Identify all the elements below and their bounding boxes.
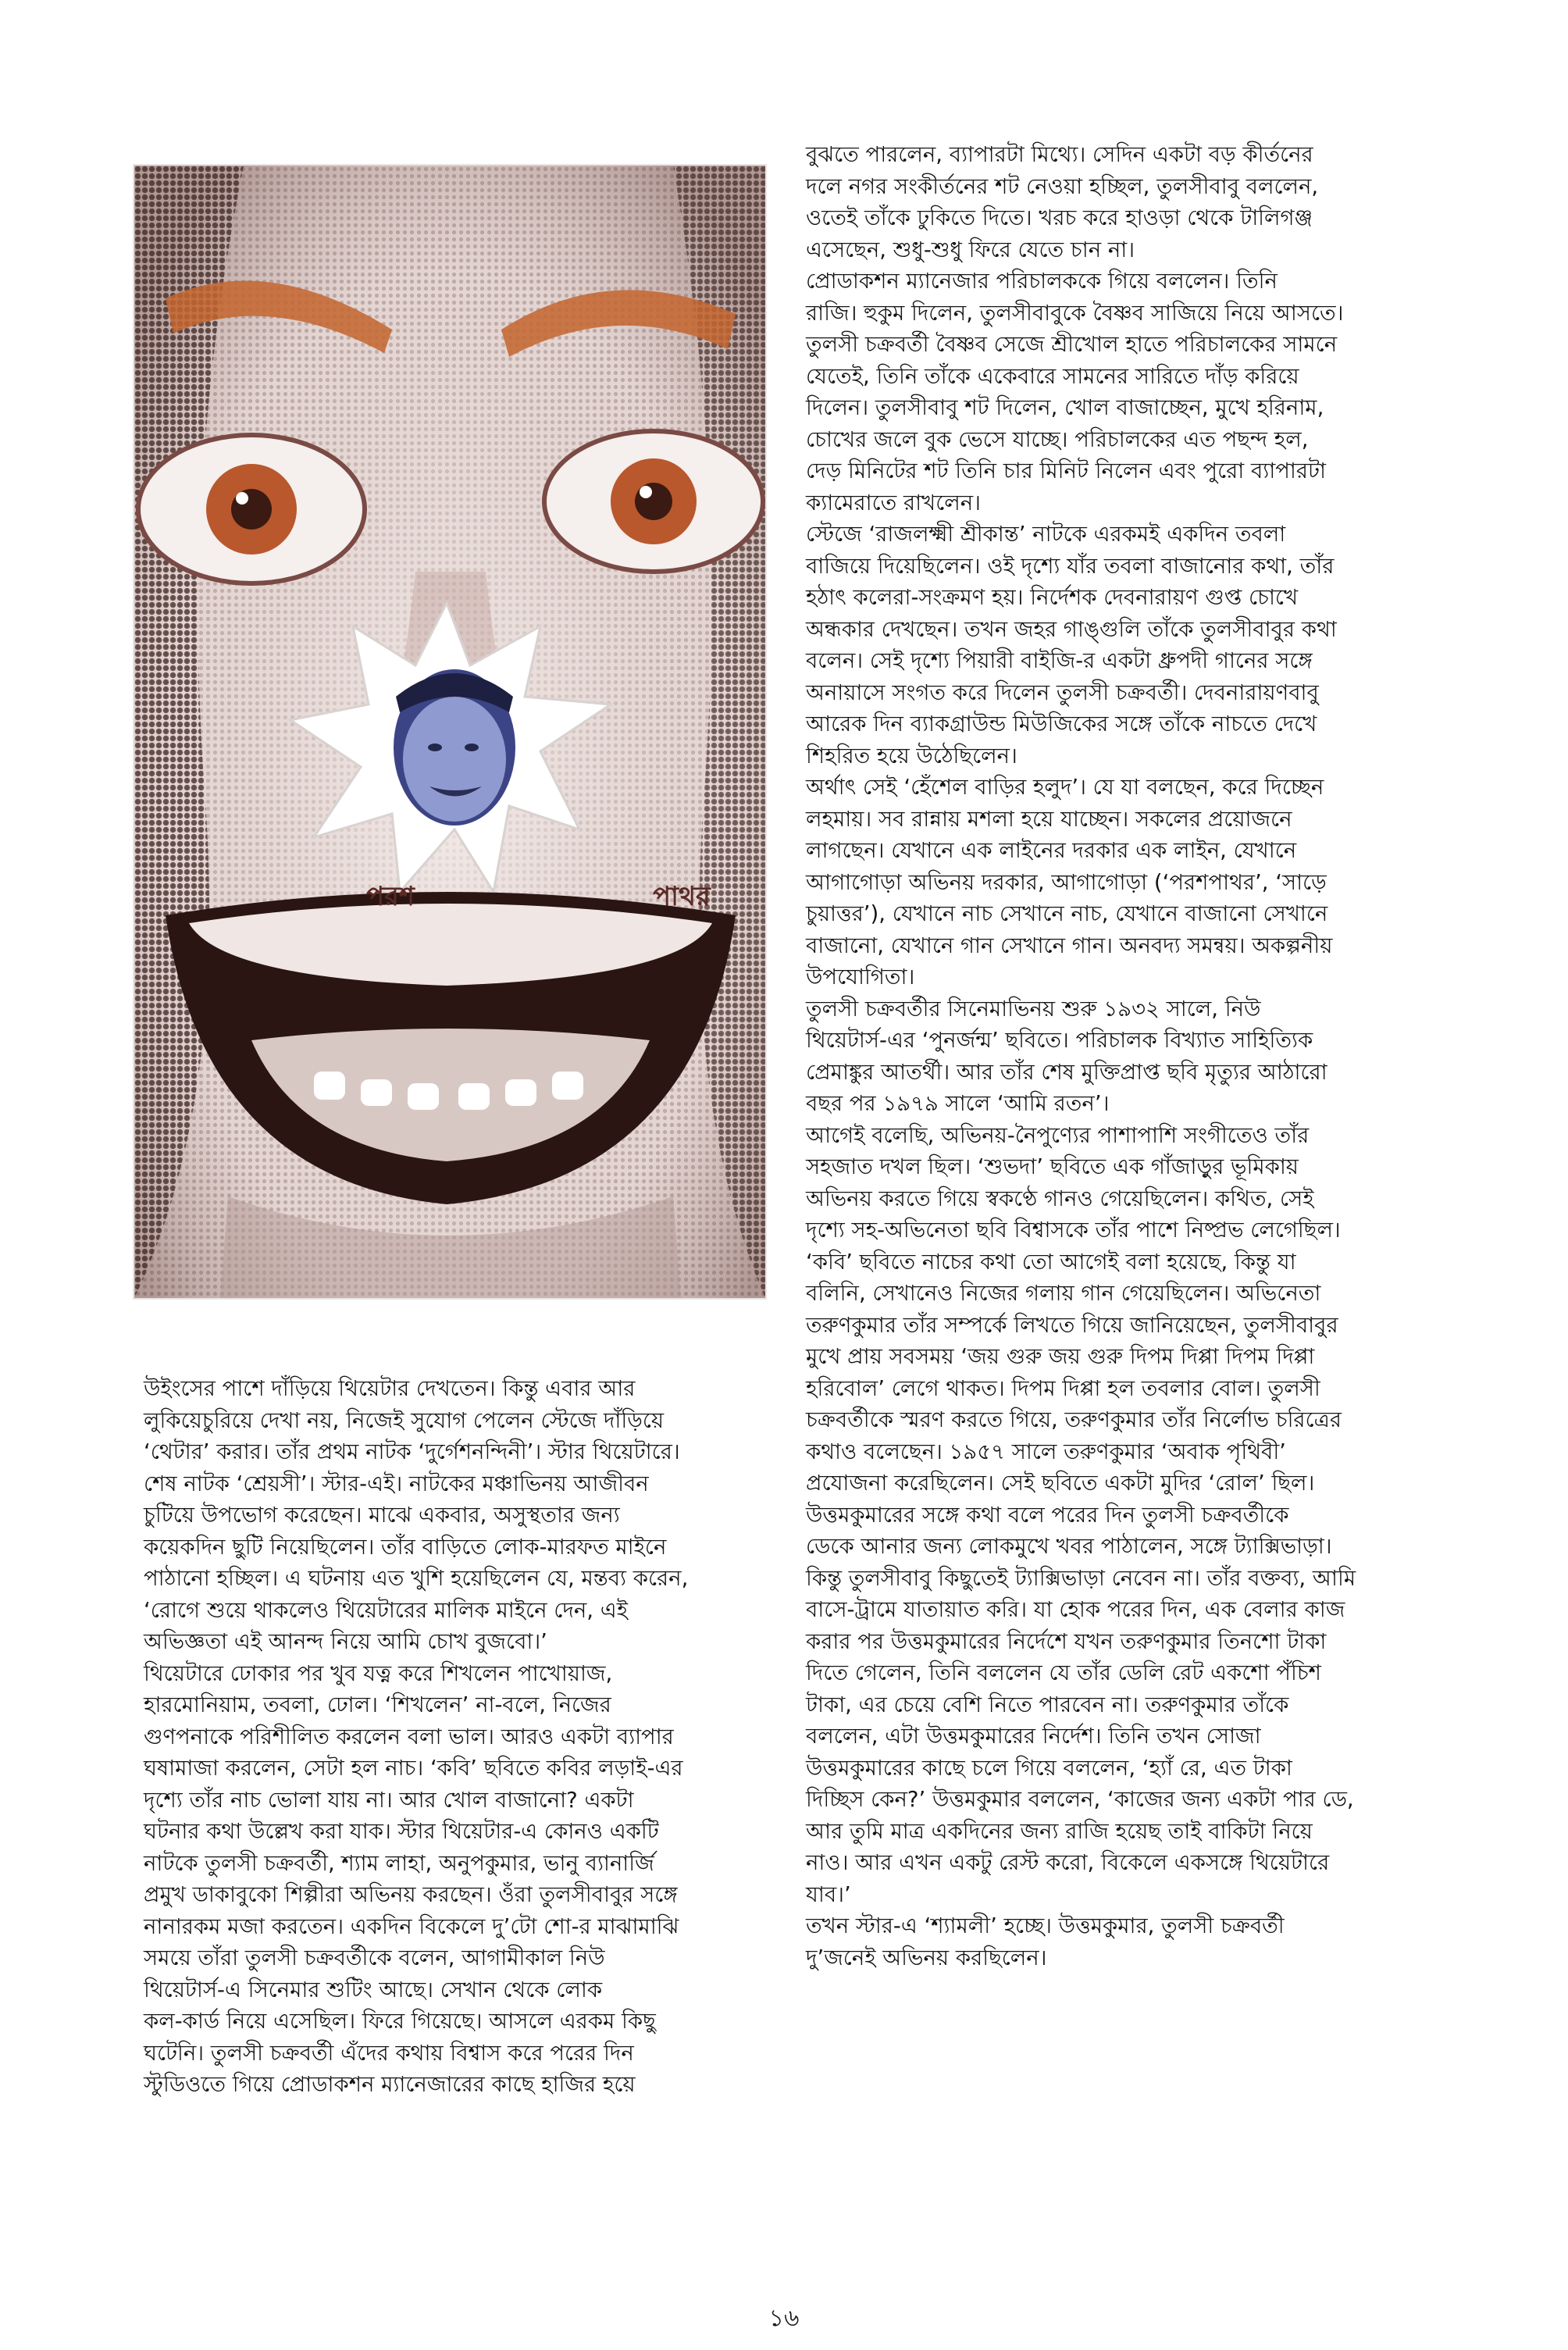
text-line: হারমোনিয়াম, তবলা, ঢোল। ‘শিখলেন’ না-বলে, নিজের [144, 1692, 611, 1717]
text-line: ক্যামেরাতে রাখলেন। [806, 490, 981, 515]
text-line: বাজানো, যেখানে গান সেখানে গান। অনবদ্য সমন্বয়। অকল্পনীয় [806, 933, 1333, 958]
text-line: চুয়াত্তর’), যেখানে নাচ সেখানে নাচ, যেখানে বাজানো সেখানে [806, 901, 1328, 926]
text-line: তুলসী চক্রবর্তী বৈষ্ণব সেজে শ্রীখোল হাতে পরিচালকের সামনে [806, 332, 1338, 357]
text-line: টাকা, এর চেয়ে বেশি নিতে পারবেন না। তরুণকুমার তাঁকে [806, 1692, 1289, 1717]
text-line: অন্ধকার দেখছেন। তখন জহর গাঙ্গুলি তাঁকে তুলসীবাবুর কথা [806, 616, 1337, 642]
text-line: হঠাৎ কলেরা-সংক্রমণ হয়। নির্দেশক দেবনারায়ণ গুপ্ত চোখে [806, 585, 1299, 610]
text-line: দু’জনেই অভিনয় করছিলেন। [806, 1945, 1047, 1970]
poster-title-left: পরশ [366, 881, 415, 912]
text-line: পাঠানো হচ্ছিল। এ ঘটনায় এত খুশি হয়েছিলেন যে, মন্তব্য করেন, [144, 1566, 689, 1591]
text-line: থিয়েটার্স-এ সিনেমার শুটিং আছে। সেখান থেকে লোক [144, 1977, 603, 2002]
text-line: বছর পর ১৯৭৯ সালে ‘আমি রতন’। [806, 1091, 1110, 1116]
halftone-face-illustration [134, 166, 765, 1298]
text-line: অর্থাৎ সেই ‘হেঁশেল বাড়ির হলুদ’। যে যা বলছেন, করে দিচ্ছেন [806, 775, 1324, 800]
text-line: ঘটনার কথা উল্লেখ করা যাক। স্টার থিয়েটার-এ কোনও একটি [144, 1819, 659, 1844]
text-line: লাগছেন। যেখানে এক লাইনের দরকার এক লাইন, যেখানে [806, 838, 1297, 863]
text-line: নাও। আর এখন একটু রেস্ট করো, বিকেলে একসঙ্গে থিয়েটারে [806, 1850, 1330, 1875]
text-line: দৃশ্যে তাঁর নাচ ভোলা যায় না। আর খোল বাজানো? একটা [144, 1787, 634, 1813]
poster-image [133, 164, 767, 1300]
text-line: রাজি। হুকুম দিলেন, তুলসীবাবুকে বৈষ্ণব সাজিয়ে নিয়ে আসতে। [806, 300, 1344, 326]
text-line: কয়েকদিন ছুটি নিয়েছিলেন। তাঁর বাড়িতে লোক-মারফত মাইনে [144, 1534, 667, 1560]
text-line: হরিবোল’ লেগে থাকত। দিপম দিপ্পা হল তবলার বোল। তুলসী [806, 1375, 1320, 1401]
text-line: স্টুডিওতে গিয়ে প্রোডাকশন ম্যানেজারের কাছে হাজির হয়ে [144, 2072, 636, 2097]
text-line: লুকিয়েচুরিয়ে দেখা নয়, নিজেই সুযোগ পেলেন স্টেজে দাঁড়িয়ে [144, 1407, 665, 1433]
right-column-text [806, 139, 1446, 1974]
text-line: ওতেই তাঁকে ঢুকিতে দিতে। খরচ করে হাওড়া থেকে টালিগঞ্জ [806, 205, 1313, 230]
text-line: তখন স্টার-এ ‘শ্যামলী’ হচ্ছে। উত্তমকুমার, তুলসী চক্রবর্তী [806, 1913, 1285, 1938]
text-line: প্রমুখ ডাকাবুকো শিল্পীরা অভিনয় করছেন। ওঁরা তুলসীবাবুর সঙ্গে [144, 1882, 678, 1907]
text-line: উপযোগিতা। [806, 965, 915, 990]
text-line: প্রেমাঙ্কুর আতর্থী। আর তাঁর শেষ মুক্তিপ্রাপ্ত ছবি মৃত্যুর আঠারো [806, 1059, 1327, 1085]
text-line: ‘রোগে শুয়ে থাকলেও থিয়েটারের মালিক মাইনে দেন, এই [144, 1597, 629, 1623]
text-line: ডেকে আনার জন্য লোকমুখে খবর পাঠালেন, সঙ্গে ট্যাক্সিভাড়া। [806, 1534, 1332, 1559]
text-line: বলিনি, সেখানেও নিজের গলায় গান গেয়েছিলেন। অভিনেতা [806, 1281, 1321, 1306]
text-line: তুলসী চক্রবর্তীর সিনেমাভিনয় শুরু ১৯৩২ সালে, নিউ [806, 996, 1261, 1022]
left-column-text [144, 1373, 757, 2101]
text-line: যেতেই, তিনি তাঁকে একেবারে সামনের সারিতে দাঁড় করিয়ে [806, 363, 1299, 389]
text-line: ঘষামাজা করলেন, সেটা হল নাচ। ‘কবি’ ছবিতে কবির লড়াই-এর [144, 1756, 683, 1781]
text-line: ‘কবি’ ছবিতে নাচের কথা তো আগেই বলা হয়েছে, কিন্তু যা [806, 1249, 1296, 1275]
text-line: অভিজ্ঞতা এই আনন্দ নিয়ে আমি চোখ বুজবো।’ [144, 1629, 547, 1654]
text-line: আগেই বলেছি, অভিনয়-নৈপুণ্যের পাশাপাশি সংগীতেও তাঁর [806, 1122, 1310, 1148]
text-line: প্রযোজনা করেছিলেন। সেই ছবিতে একটা মুদির ‘রোল’ ছিল। [806, 1471, 1315, 1496]
text-line: মুখে প্রায় সবসময় ‘জয় গুরু জয় গুরু দিপম দিপ্পা দিপম দিপ্পা [806, 1344, 1315, 1369]
text-line: এসেছেন, শুধু-শুধু ফিরে যেতে চান না। [806, 237, 1135, 262]
text-line: ঘটেনি। তুলসী চক্রবর্তী এঁদের কথায় বিশ্বাস করে পরের দিন [144, 2040, 634, 2066]
text-line: চক্রবর্তীকে স্মরণ করতে গিয়ে, তরুণকুমার তাঁর নির্লোভ চরিত্রের [806, 1407, 1342, 1432]
text-line: উইংসের পাশে দাঁড়িয়ে থিয়েটার দেখতেন। কিন্তু এবার আর [144, 1376, 636, 1401]
text-line: শেষ নাটক ‘শ্রেয়সী’। স্টার-এই। নাটকের মঞ্চাভিনয় আজীবন [144, 1471, 649, 1496]
text-line: উত্তমকুমারের সঙ্গে কথা বলে পরের দিন তুলসী চক্রবর্তীকে [806, 1502, 1289, 1528]
text-line: দিতে গেলেন, তিনি বললেন যে তাঁর ডেলি রেট একশো পঁচিশ [806, 1660, 1321, 1685]
text-line: বলেন। সেই দৃশ্যে পিয়ারী বাইজি-র একটা ধ্রুপদী গানের সঙ্গে [806, 648, 1313, 673]
page-number: ১৬ [768, 2305, 800, 2332]
text-line: কল-কার্ড নিয়ে এসেছিল। ফিরে গিয়েছে। আসলে এরকম কিছু [144, 2009, 656, 2034]
text-line: নানারকম মজা করতেন। একদিন বিকেলে দু’টো শো-র মাঝামাঝি [144, 1913, 679, 1939]
text-line: আরেক দিন ব্যাকগ্রাউন্ড মিউজিকের সঙ্গে তাঁকে নাচতে দেখে [806, 711, 1317, 736]
text-line: চুটিয়ে উপভোগ করেছেন। মাঝে একবার, অসুস্থতার জন্য [144, 1503, 620, 1528]
text-line: সময়ে তাঁরা তুলসী চক্রবর্তীকে বলেন, আগামীকাল নিউ [144, 1945, 605, 1970]
text-line: আর তুমি মাত্র একদিনের জন্য রাজি হয়েছ তাই বাকিটা নিয়ে [806, 1818, 1313, 1844]
text-line: উত্তমকুমারের কাছে চলে গিয়ে বললেন, ‘হ্যাঁ রে, এত টাকা [806, 1755, 1292, 1781]
text-line: দিচ্ছিস কেন?’ উত্তমকুমার বললেন, ‘কাজের জন্য একটা পার ডে, [806, 1787, 1354, 1812]
text-line: লহমায়। সব রান্নায় মশলা হয়ে যাচ্ছেন। সকলের প্রয়োজনে [806, 806, 1292, 832]
text-line: কিন্তু তুলসীবাবু কিছুতেই ট্যাক্সিভাড়া নেবেন না। তাঁর বক্তব্য, আমি [806, 1565, 1356, 1591]
text-line: দিলেন। তুলসীবাবু শট দিলেন, খোল বাজাচ্ছেন, মুখে হরিনাম, [806, 395, 1324, 420]
text-line: ‘থেটার’ করার। তাঁর প্রথম নাটক ‘দুর্গেশনন্দিনী’। স্টার থিয়েটারে। [144, 1439, 680, 1464]
text-line: করার পর উত্তমকুমারের নির্দেশে যখন তরুণকুমার তিনশো টাকা [806, 1628, 1327, 1654]
text-line: বাজিয়ে দিয়েছিলেন। ওই দৃশ্যে যাঁর তবলা বাজানোর কথা, তাঁর [806, 553, 1335, 579]
text-line: বললেন, এটা উত্তমকুমারের নির্দেশ। তিনি তখন সোজা [806, 1724, 1261, 1749]
text-line: থিয়েটার্স-এর ‘পুনর্জন্ম’ ছবিতে। পরিচালক বিখ্যাত সাহিত্যিক [806, 1028, 1313, 1053]
text-line: দলে নগর সংকীর্তনের শট নেওয়া হচ্ছিল, তুলসীবাবু বললেন, [806, 173, 1319, 199]
text-line: সহজাত দখল ছিল। ‘শুভদা’ ছবিতে এক গাঁজাড়ুর ভূমিকায় [806, 1154, 1299, 1179]
text-line: যাব।’ [806, 1881, 851, 1907]
text-line: নাটকে তুলসী চক্রবর্তী, শ্যাম লাহা, অনুপকুমার, ভানু ব্যানার্জি [144, 1850, 654, 1876]
portrait-photo [394, 669, 515, 826]
poster-title-right: পাথর [653, 881, 711, 912]
text-line: অভিনয় করতে গিয়ে স্বকণ্ঠে গানও গেয়েছিলেন। কথিত, সেই [806, 1186, 1314, 1211]
text-line: গুণপনাকে পরিশীলিত করলেন বলা ভাল। আরও একটা ব্যাপার [144, 1724, 674, 1749]
text-line: আগাগোড়া অভিনয় দরকার, আগাগোড়া (‘পরশপাথর’, ‘সাড়ে [806, 869, 1327, 895]
text-line: দৃশ্যে সহ-অভিনেতা ছবি বিশ্বাসকে তাঁর পাশে নিষ্প্রভ লেগেছিল। [806, 1218, 1341, 1243]
text-line: দেড় মিনিটের শট তিনি চার মিনিট নিলেন এবং পুরো ব্যাপারটা [806, 458, 1326, 483]
text-line: কথাও বলেছেন। ১৯৫৭ সালে তরুণকুমার ‘অবাক পৃথিবী’ [806, 1439, 1286, 1464]
text-line: স্টেজে ‘রাজলক্ষ্মী শ্রীকান্ত’ নাটকে এরকমই একদিন তবলা [806, 522, 1286, 547]
text-line: অনায়াসে সংগত করে দিলেন তুলসী চক্রবর্তী। দেবনারায়ণবাবু [806, 679, 1319, 705]
text-line: থিয়েটারে ঢোকার পর খুব যত্ন করে শিখলেন পাখোয়াজ, [144, 1660, 613, 1686]
text-line: বাসে-ট্রামে যাতায়াত করি। যা হোক পরের দিন, এক বেলার কাজ [806, 1597, 1345, 1622]
text-line: তরুণকুমার তাঁর সম্পর্কে লিখতে গিয়ে জানিয়েছেন, তুলসীবাবুর [806, 1312, 1338, 1338]
text-line: চোখের জলে বুক ভেসে যাচ্ছে। পরিচালকের এত পছন্দ হল, [806, 426, 1309, 452]
text-line: প্রোডাকশন ম্যানেজার পরিচালককে গিয়ে বললেন। তিনি [806, 269, 1278, 294]
text-line: বুঝতে পারলেন, ব্যাপারটা মিথ্যে। সেদিন একটা বড় কীর্তনের [806, 142, 1313, 167]
text-line: শিহরিত হয়ে উঠেছিলেন। [806, 743, 1017, 768]
